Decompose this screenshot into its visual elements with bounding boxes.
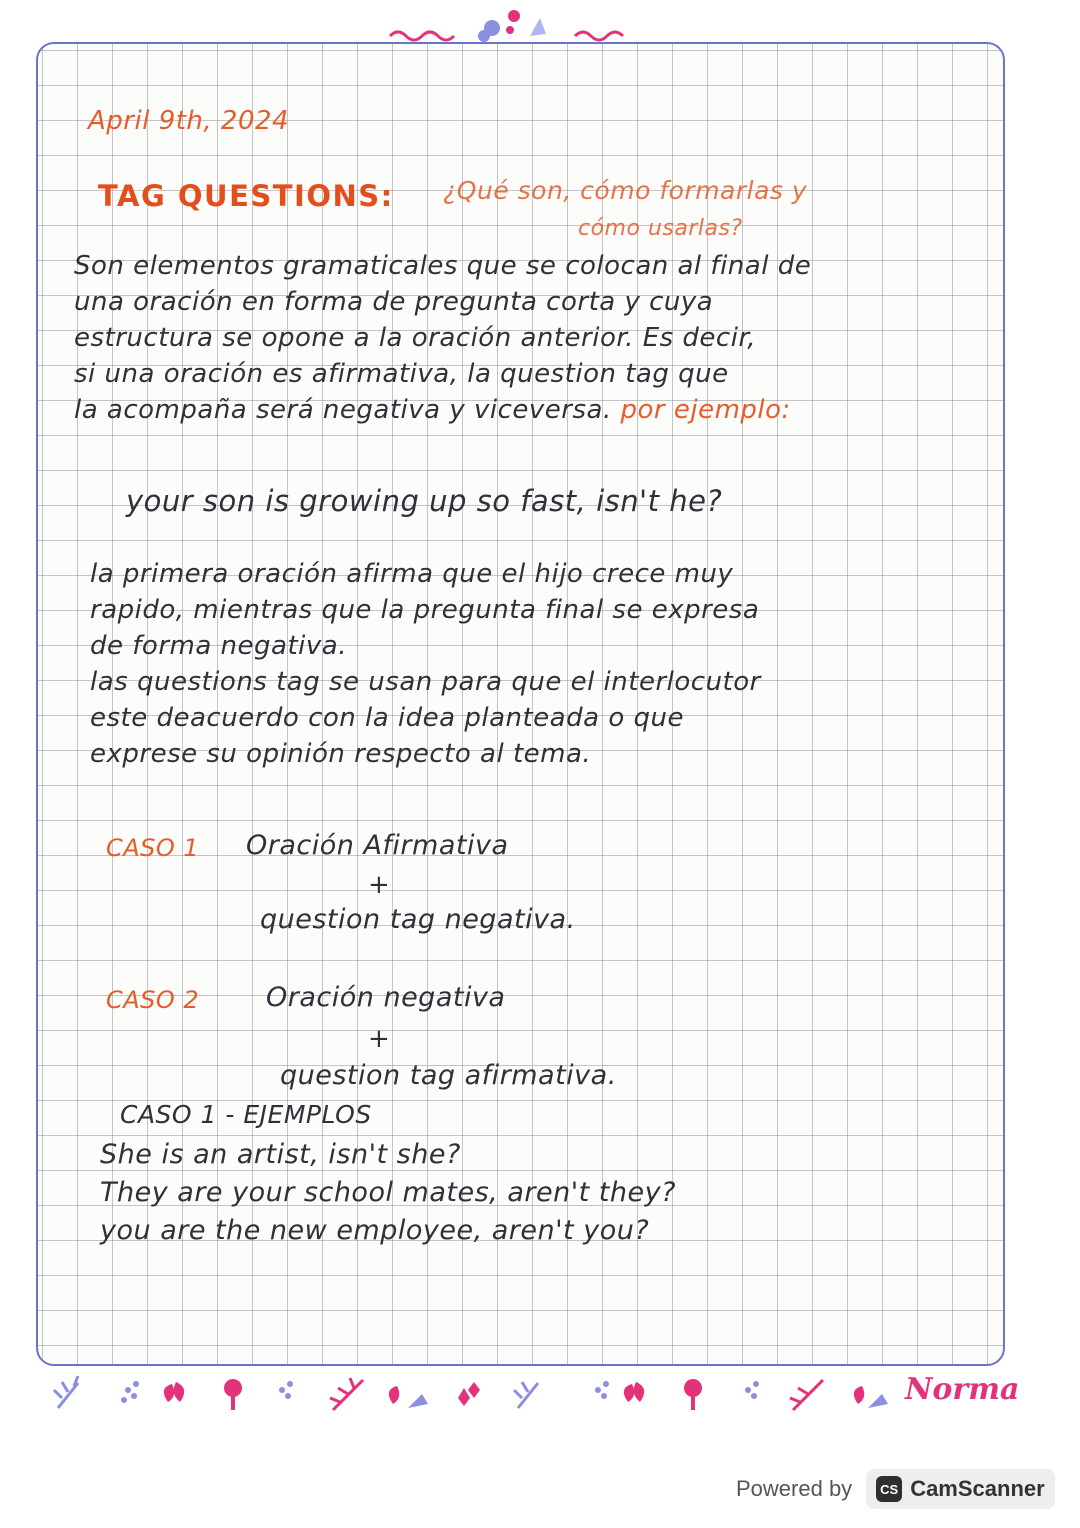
explanation-line: este deacuerdo con la idea planteada o que [90, 703, 684, 733]
page-title: TAG QUESTIONS: [98, 179, 394, 213]
flower-border-icon [48, 1368, 928, 1418]
page-subtitle-line1: ¿Qué son, cómo formarlas y [443, 176, 808, 205]
camscanner-name: CamScanner [910, 1476, 1045, 1501]
example-line: They are your school mates, aren't they? [100, 1177, 676, 1208]
intro-line: estructura se opone a la oración anterior. Es decir, [74, 323, 757, 353]
date: April 9th, 2024 [88, 106, 290, 136]
explanation-paragraph [90, 556, 761, 772]
example-sentence: your son is growing up so fast, isn't he? [126, 484, 723, 518]
page-subtitle-line2: cómo usarlas? [578, 216, 743, 241]
intro-line: si una oración es afirmativa, la question tag que [74, 359, 729, 389]
intro-line [74, 392, 811, 428]
case-1-label: CASO 1 [106, 834, 200, 862]
camscanner-watermark [736, 1470, 1055, 1508]
powered-by-label: Powered by [736, 1476, 853, 1501]
intro-line: una oración en forma de pregunta corta y cuya [74, 287, 714, 317]
case-1-plus: + [368, 870, 391, 900]
case-1-tag: question tag negativa. [260, 904, 576, 935]
notebook-page [36, 42, 1005, 1366]
explanation-line: exprese su opinión respecto al tema. [90, 739, 592, 769]
brand-logo: Norma [905, 1372, 1020, 1407]
intro-paragraph [74, 248, 811, 428]
example-line: you are the new employee, aren't you? [100, 1215, 650, 1246]
case-1-sentence: Oración Afirmativa [246, 830, 509, 861]
case-2-label: CASO 2 [106, 986, 200, 1014]
intro-line: Son elementos gramaticales que se colocan al final de [74, 251, 812, 281]
camscanner-logo-icon: CS [876, 1476, 902, 1502]
explanation-line: la primera oración afirma que el hijo crece muy [90, 559, 734, 589]
explanation-line: las questions tag se usan para que el interlocutor [90, 667, 761, 697]
camscanner-badge [866, 1469, 1055, 1509]
explanation-line: rapido, mientras que la pregunta final se expresa [90, 595, 760, 625]
case-2-tag: question tag afirmativa. [280, 1060, 617, 1091]
examples-list [100, 1136, 676, 1250]
examples-heading: CASO 1 - EJEMPLOS [120, 1100, 372, 1129]
case-2-plus: + [368, 1024, 391, 1054]
example-line: She is an artist, isn't she? [100, 1139, 461, 1170]
case-2-sentence: Oración negativa [266, 982, 506, 1013]
intro-line-text: la acompaña será negativa y viceversa. [74, 395, 612, 425]
example-label: por ejemplo: [620, 395, 791, 425]
explanation-line: de forma negativa. [90, 631, 347, 661]
